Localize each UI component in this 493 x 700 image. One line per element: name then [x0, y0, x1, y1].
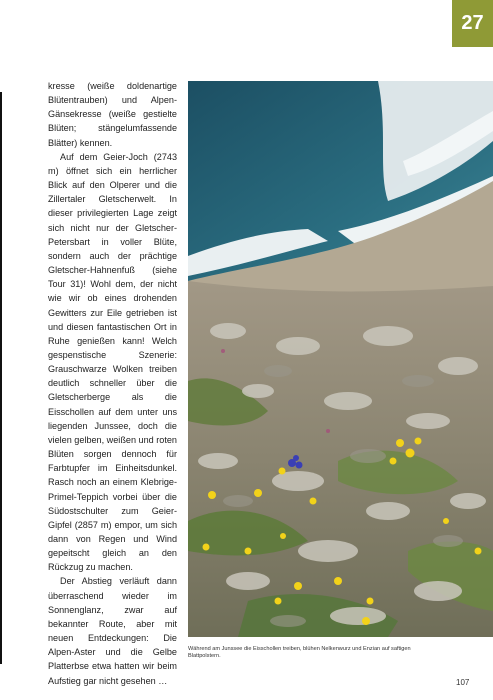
margin-rule: [0, 92, 2, 664]
paragraph: Der Abstieg verläuft dann überraschend wieder im Sonnenglanz, zwar auf bekannter Route, aber mit neuen Entdeckungen: Die Alpen-Aster und die Gelbe Platterbse etwa hatten wir beim Aufstieg gar nicht gesehen …: [48, 576, 177, 686]
paragraph: Auf dem Geier-Joch (2743 m) öffnet sich ein herrlicher Blick auf den Olperer und die Zillertaler Gletscherwelt. In dieser privilegierten Lage zeigt sich nicht nur der Gletscher-Petersbart in voller Blüte, sondern auch der prächtige Gletscher-Hahnenfuß (siehe Tour 31)! Wohl dem, der nicht wie wir ob eines drohenden Gewitters zur Eile getrieben ist und diesen fantastischen Ort in Ruhe genießen kann! Welch gespenstische Szenerie: Grauschwarze Wolken treiben deutlich schneller über die Gletscherberge als die Eisschollen auf dem unter uns liegenden Junssee, doch die vielen gelben, weißen und roten Blüten sorgen dennoch für Farbtupfer im Einheitsdunkel. Rasch noch an einem Klebrige-Primel-Teppich vorbei über die Südostschulter zum Geier-Gipfel (2857 m) empor, um sich dann von Regen und Wind gepeitscht gleich an den Rückzug zu machen.: [48, 151, 177, 573]
paragraph: kresse (weiße doldenartige Blütentrauben) und Alpen-Gänsekresse (weiße gestielte Blüten; stängelumfassende Blätter) kennen.: [48, 81, 177, 148]
photo-caption: Während am Junssee die Eisschollen treiben, blühen Nelkenwurz und Enzian auf saftigen Blattpolstern.: [188, 646, 411, 660]
landscape-photo: [188, 81, 493, 637]
page-number: 107: [456, 678, 470, 687]
chapter-number-badge: 27: [452, 0, 493, 47]
article-text: [48, 79, 177, 688]
